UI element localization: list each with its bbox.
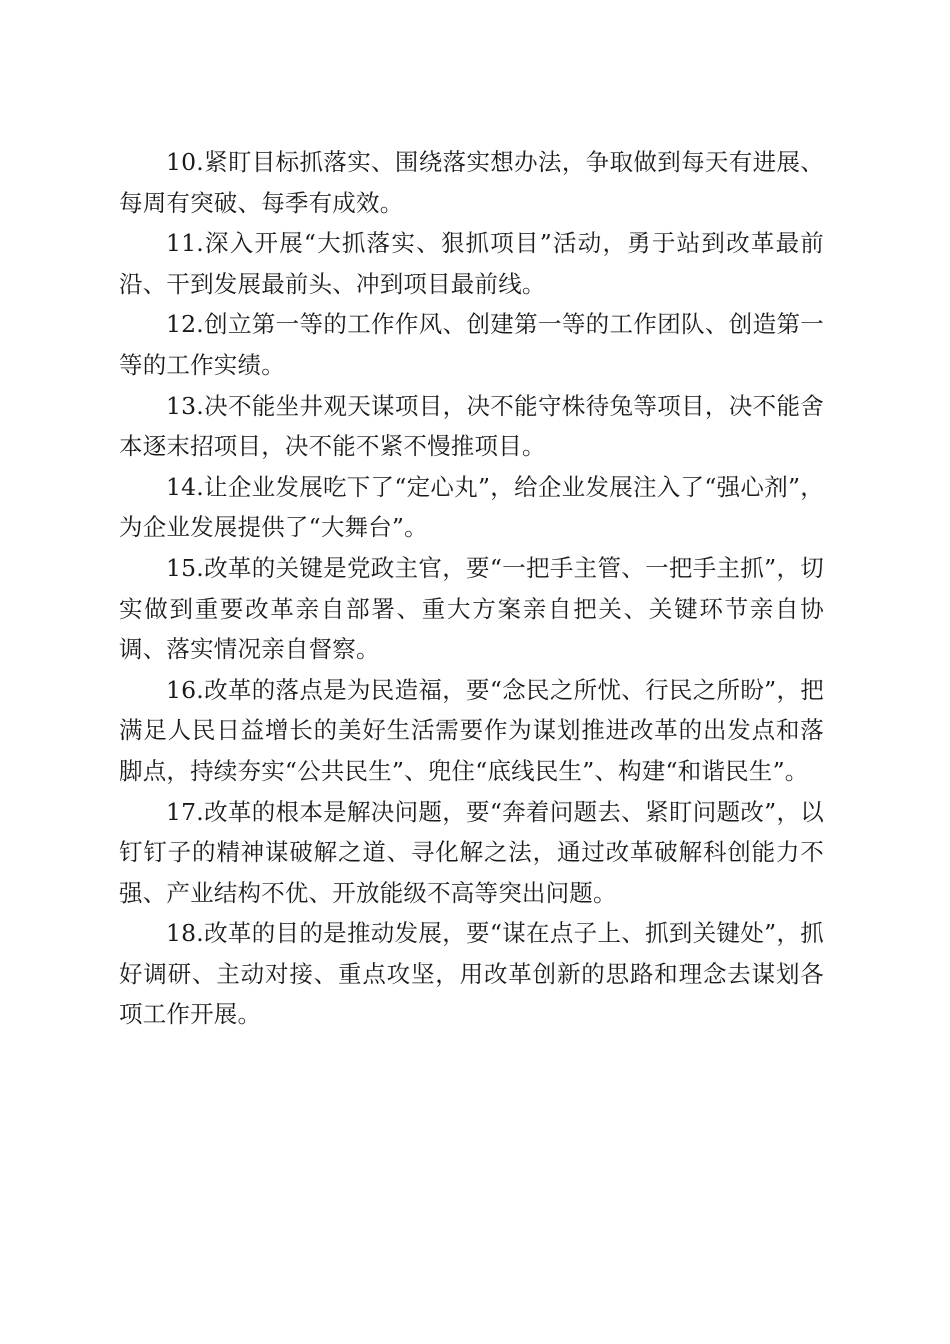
paragraph-18: 18.改革的目的是推动发展，要“谋在点子上、抓到关键处”，抓好调研、主动对接、重点攻坚，用改革创新的思路和理念去谋划各项工作开展。 <box>119 919 824 1029</box>
paragraph-15: 15.改革的关键是党政主官，要“一把手主管、一把手主抓”，切实做到重要改革亲自部署、重大方案亲自把关、关键环节亲自协调、落实情况亲自督察。 <box>119 553 824 664</box>
paragraph-13: 13.决不能坐井观天谋项目，决不能守株待兔等项目，决不能舍本逐末招项目，决不能不紧不慢推项目。 <box>119 391 824 461</box>
paragraph-14: 14.让企业发展吃下了“定心丸”，给企业发展注入了“强心剂”，为企业发展提供了“大舞台”。 <box>119 472 824 542</box>
paragraph-10: 10.紧盯目标抓落实、围绕落实想办法，争取做到每天有进展、每周有突破、每季有成效。 <box>119 148 824 217</box>
paragraph-17: 17.改革的根本是解决问题，要“奔着问题去、紧盯问题改”，以钉钉子的精神谋破解之道、寻化解之法，通过改革破解科创能力不强、产业结构不优、开放能级不高等突出问题。 <box>119 797 824 907</box>
paragraph-11: 11.深入开展“大抓落实、狠抓项目”活动，勇于站到改革最前沿、干到发展最前头、冲到项目最前线。 <box>119 229 824 298</box>
paragraph-12: 12.创立第一等的工作作风、创建第一等的工作团队、创造第一等的工作实绩。 <box>119 310 824 379</box>
document-body <box>119 142 824 1035</box>
paragraph-16: 16.改革的落点是为民造福，要“念民之所忧、行民之所盼”，把满足人民日益增长的美好生活需要作为谋划推进改革的出发点和落脚点，持续夯实“公共民生”、兜住“底线民生”、构建“和谐民生”。 <box>119 675 824 785</box>
